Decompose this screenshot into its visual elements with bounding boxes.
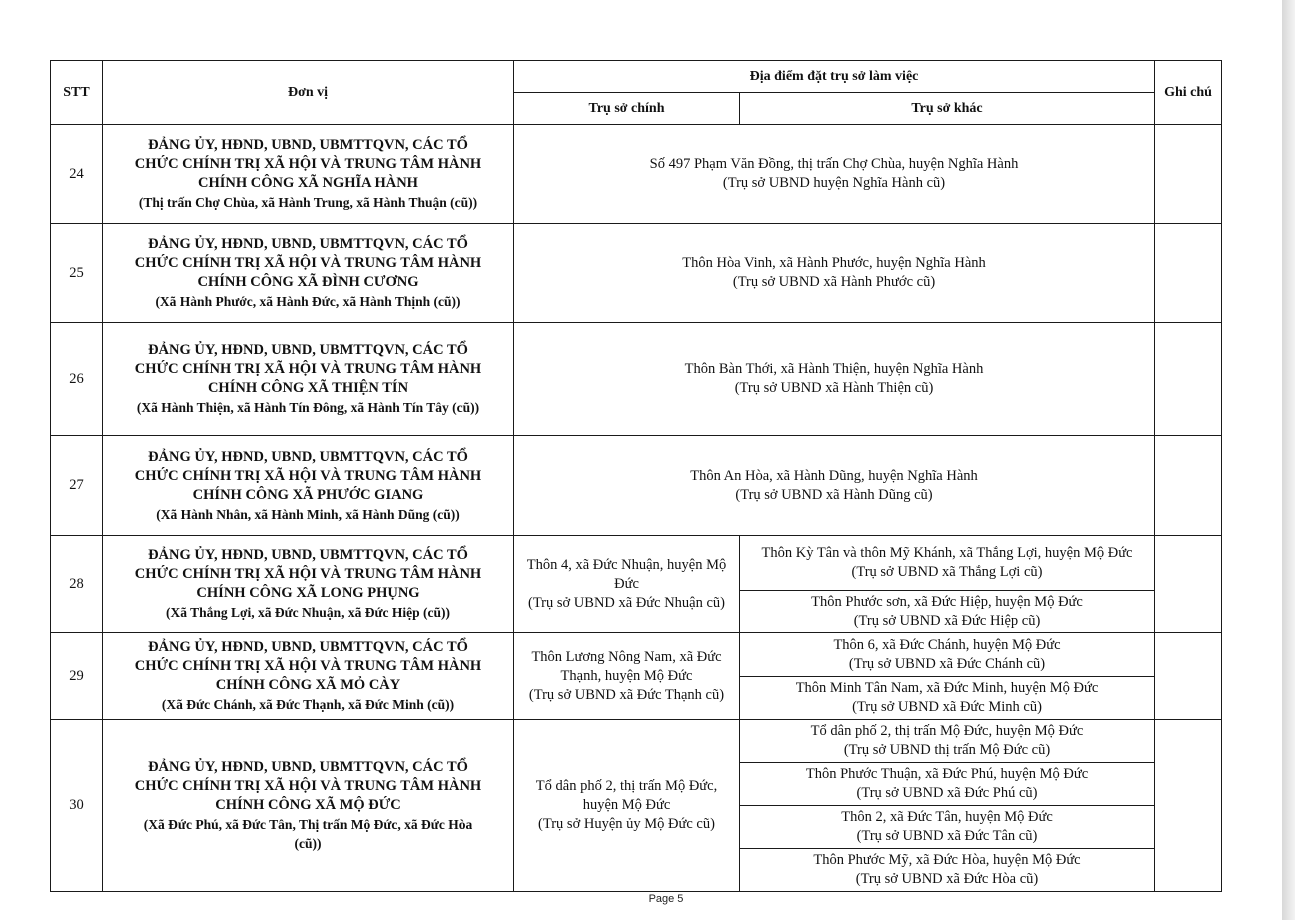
unit-name-line: CHỨC CHÍNH TRỊ XÃ HỘI VÀ TRUNG TÂM HÀNH (134, 467, 482, 484)
other-office-cell (740, 536, 1155, 591)
page-number: Page 5 (648, 893, 684, 905)
unit-former-communes: (Xã Hành Thiện, xã Hành Tín Đông, xã Hành Tín Tây (cũ)) (136, 400, 480, 415)
other-office-cell (740, 849, 1155, 892)
other-office-cell (740, 806, 1155, 849)
ghi-chu-cell (1155, 323, 1222, 436)
location-note: (Trụ sở UBND xã Hành Dũng cũ) (735, 486, 933, 503)
unit-cell (103, 224, 514, 323)
main-office-line: Thôn Lương Nông Nam, xã Đức (531, 648, 722, 665)
unit-cell (103, 536, 514, 633)
page-edge-shadow (1282, 0, 1295, 920)
location-cell (514, 323, 1155, 436)
table-row (51, 224, 1222, 323)
header-tru-so-khac: Trụ sở khác (740, 93, 1155, 125)
main-office-line: huyện Mộ Đức (582, 797, 671, 813)
other-office-cell (740, 633, 1155, 677)
row-stt: 25 (51, 224, 103, 323)
unit-name-line: CHỨC CHÍNH TRỊ XÃ HỘI VÀ TRUNG TÂM HÀNH (134, 658, 482, 674)
ghi-chu-cell (1155, 125, 1222, 224)
other-office-note: (Trụ sở UBND xã Đức Tân cũ) (856, 828, 1038, 844)
main-office-cell (514, 720, 740, 892)
other-office-note: (Trụ sở UBND xã Đức Hiệp cũ) (853, 612, 1041, 629)
table-row (51, 720, 1222, 763)
unit-cell (103, 323, 514, 436)
main-office-line: Tổ dân phố 2, thị trấn Mộ Đức, (535, 778, 718, 794)
unit-cell (103, 436, 514, 536)
ghi-chu-cell (1155, 536, 1222, 633)
unit-name-line: ĐẢNG ỦY, HĐND, UBND, UBMTTQVN, CÁC TỔ (148, 547, 468, 563)
unit-name-line: ĐẢNG ỦY, HĐND, UBND, UBMTTQVN, CÁC TỔ (148, 639, 468, 655)
location-address: Thôn Hòa Vinh, xã Hành Phước, huyện Nghĩa Hành (682, 255, 986, 271)
unit-name-line: CHÍNH CÔNG XÃ PHƯỚC GIANG (192, 486, 424, 503)
unit-name-line: CHỨC CHÍNH TRỊ XÃ HỘI VÀ TRUNG TÂM HÀNH (134, 778, 482, 794)
unit-name-line: CHÍNH CÔNG XÃ THIỆN TÍN (207, 380, 409, 396)
table-row (51, 633, 1222, 677)
unit-name-line: CHỨC CHÍNH TRỊ XÃ HỘI VÀ TRUNG TÂM HÀNH (134, 156, 482, 172)
unit-cell (103, 720, 514, 892)
location-note: (Trụ sở UBND xã Hành Phước cũ) (732, 274, 936, 290)
unit-name-line: ĐẢNG ỦY, HĐND, UBND, UBMTTQVN, CÁC TỔ (148, 236, 468, 252)
other-office-note: (Trụ sở UBND xã Thắng Lợi cũ) (851, 564, 1043, 580)
other-office-address: Thôn 6, xã Đức Chánh, huyện Mộ Đức (833, 636, 1061, 653)
main-office-cell (514, 536, 740, 633)
location-cell (514, 436, 1155, 536)
header-don-vi: Đơn vị (103, 61, 514, 125)
unit-name-line: CHỨC CHÍNH TRỊ XÃ HỘI VÀ TRUNG TÂM HÀNH (134, 361, 482, 377)
unit-name-line: CHÍNH CÔNG XÃ NGHĨA HÀNH (198, 175, 418, 191)
unit-former-communes-cont: (cũ)) (294, 836, 322, 851)
ghi-chu-cell (1155, 720, 1222, 892)
unit-cell (103, 633, 514, 720)
other-office-address: Tổ dân phố 2, thị trấn Mộ Đức, huyện Mộ Đức (810, 723, 1084, 739)
location-address: Thôn An Hòa, xã Hành Dũng, huyện Nghĩa Hành (690, 467, 978, 484)
main-office-line: Đức (614, 575, 639, 592)
other-office-note: (Trụ sở UBND xã Đức Phú cũ) (856, 785, 1038, 801)
unit-former-communes: (Xã Thắng Lợi, xã Đức Nhuận, xã Đức Hiệp (cũ)) (165, 605, 451, 620)
location-address: Thôn Bàn Thới, xã Hành Thiện, huyện Nghĩa Hành (684, 361, 984, 377)
other-office-note: (Trụ sở UBND xã Đức Hòa cũ) (855, 871, 1039, 887)
row-stt: 30 (51, 720, 103, 892)
other-office-address: Thôn Kỳ Tân và thôn Mỹ Khánh, xã Thắng Lợi, huyện Mộ Đức (761, 545, 1133, 561)
header-tru-so-chinh: Trụ sở chính (514, 93, 740, 125)
other-office-address: Thôn Minh Tân Nam, xã Đức Minh, huyện Mộ Đức (795, 680, 1099, 696)
ghi-chu-cell (1155, 633, 1222, 720)
other-office-note: (Trụ sở UBND xã Đức Chánh cũ) (848, 655, 1046, 672)
unit-name-line: ĐẢNG ỦY, HĐND, UBND, UBMTTQVN, CÁC TỔ (148, 137, 468, 153)
other-office-note: (Trụ sở UBND thị trấn Mộ Đức cũ) (843, 742, 1051, 758)
unit-name-line: CHÍNH CÔNG XÃ LONG PHỤNG (196, 585, 420, 601)
ghi-chu-cell (1155, 224, 1222, 323)
other-office-cell (740, 763, 1155, 806)
other-office-address: Thôn 2, xã Đức Tân, huyện Mộ Đức (841, 809, 1053, 825)
unit-name-line: CHỨC CHÍNH TRỊ XÃ HỘI VÀ TRUNG TÂM HÀNH (134, 255, 482, 271)
row-stt: 24 (51, 125, 103, 224)
other-office-address: Thôn Phước sơn, xã Đức Hiệp, huyện Mộ Đức (811, 593, 1083, 610)
unit-name-line: CHÍNH CÔNG XÃ ĐÌNH CƯƠNG (197, 274, 419, 290)
location-address: Số 497 Phạm Văn Đồng, thị trấn Chợ Chùa, huyện Nghĩa Hành (649, 156, 1019, 172)
unit-name-line: ĐẢNG ỦY, HĐND, UBND, UBMTTQVN, CÁC TỔ (148, 448, 468, 465)
unit-cell (103, 125, 514, 224)
other-office-cell (740, 677, 1155, 720)
location-cell (514, 224, 1155, 323)
table-row (51, 323, 1222, 436)
main-office-line: Thôn 4, xã Đức Nhuận, huyện Mộ (526, 556, 727, 573)
header-dia-diem: Địa điểm đặt trụ sở làm việc (514, 61, 1155, 93)
main-office-note: (Trụ sở UBND xã Đức Nhuận cũ) (527, 594, 726, 611)
unit-name-line: CHÍNH CÔNG XÃ MỘ ĐỨC (215, 797, 401, 813)
header-stt: STT (51, 61, 103, 125)
row-stt: 26 (51, 323, 103, 436)
unit-former-communes: (Xã Đức Phú, xã Đức Tân, Thị trấn Mộ Đức, xã Đức Hòa (143, 817, 473, 832)
office-location-table (50, 60, 1222, 892)
unit-name-line: ĐẢNG ỦY, HĐND, UBND, UBMTTQVN, CÁC TỔ (148, 759, 468, 775)
main-office-line: Thạnh, huyện Mộ Đức (560, 667, 693, 684)
main-office-note: (Trụ sở UBND xã Đức Thạnh cũ) (528, 686, 725, 703)
header-ghi-chu: Ghi chú (1155, 61, 1222, 125)
other-office-note: (Trụ sở UBND xã Đức Minh cũ) (852, 699, 1042, 715)
other-office-address: Thôn Phước Mỹ, xã Đức Hòa, huyện Mộ Đức (813, 852, 1081, 868)
unit-former-communes: (Xã Hành Phước, xã Hành Đức, xã Hành Thịnh (cũ)) (155, 294, 461, 309)
unit-former-communes: (Thị trấn Chợ Chùa, xã Hành Trung, xã Hành Thuận (cũ)) (138, 195, 478, 210)
other-office-address: Thôn Phước Thuận, xã Đức Phú, huyện Mộ Đức (805, 766, 1089, 782)
row-stt: 29 (51, 633, 103, 720)
table-row (51, 536, 1222, 591)
row-stt: 27 (51, 436, 103, 536)
table-row (51, 125, 1222, 224)
unit-name-line: CHÍNH CÔNG XÃ MỎ CÀY (215, 677, 401, 693)
table-row (51, 436, 1222, 536)
main-office-note: (Trụ sở Huyện ủy Mộ Đức cũ) (538, 816, 715, 832)
ghi-chu-cell (1155, 436, 1222, 536)
location-note: (Trụ sở UBND xã Hành Thiện cũ) (734, 380, 934, 396)
main-office-cell (514, 633, 740, 720)
other-office-cell (740, 720, 1155, 763)
unit-name-line: CHỨC CHÍNH TRỊ XÃ HỘI VÀ TRUNG TÂM HÀNH (134, 566, 482, 582)
location-cell (514, 125, 1155, 224)
unit-former-communes: (Xã Đức Chánh, xã Đức Thạnh, xã Đức Minh (cũ)) (161, 697, 455, 712)
other-office-cell (740, 591, 1155, 633)
unit-former-communes: (Xã Hành Nhân, xã Hành Minh, xã Hành Dũng (cũ)) (156, 506, 460, 522)
unit-name-line: ĐẢNG ỦY, HĐND, UBND, UBMTTQVN, CÁC TỔ (148, 342, 468, 358)
location-note: (Trụ sở UBND huyện Nghĩa Hành cũ) (722, 175, 946, 191)
row-stt: 28 (51, 536, 103, 633)
